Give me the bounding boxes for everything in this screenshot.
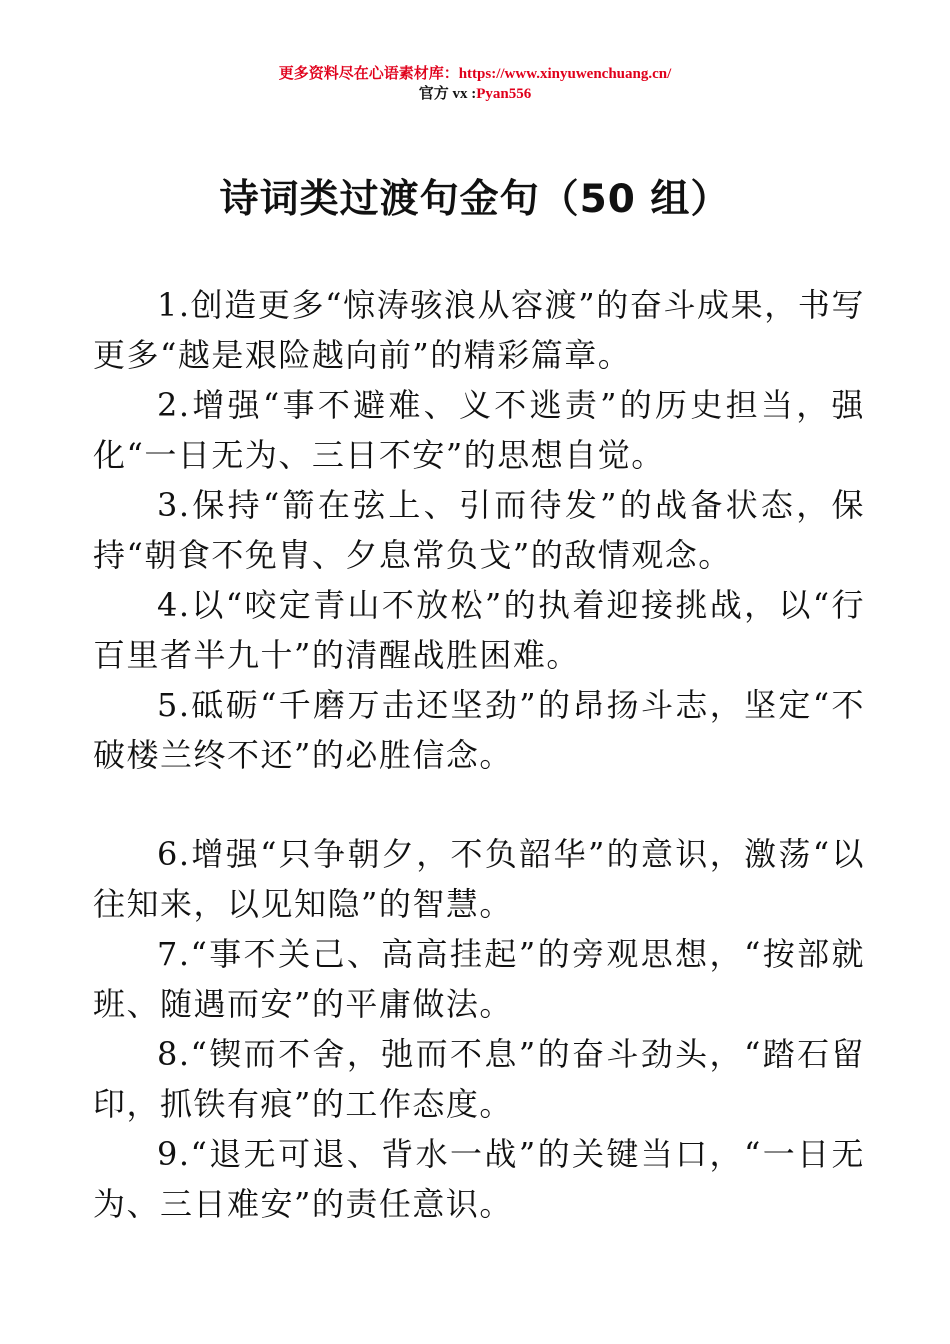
list-item: 7.“事不关己、高高挂起”的旁观思想，“按部就班、随遇而安”的平庸做法。 [93,935,865,1023]
list-item: 6.增强“只争朝夕，不负韶华”的意识，激荡“以往知来，以见知隐”的智慧。 [93,835,865,923]
source-line [0,64,950,84]
list-item: 2.增强“事不避难、义不逃责”的历史担当，强化“一日无为、三日不安”的思想自觉。 [93,386,865,474]
list-item: 9.“退无可退、背水一战”的关键当口，“一日无为、三日难安”的责任意识。 [93,1135,865,1223]
list-item: 1.创造更多“惊涛骇浪从容渡”的奋斗成果，书写更多“越是艰险越向前”的精彩篇章。 [93,286,865,374]
contact-label: 官方 vx : [418,86,477,102]
section-gap [93,780,865,829]
source-label: 更多资料尽在心语素材库： [278,66,459,82]
list-item: 8.“锲而不舍，弛而不息”的奋斗劲头，“踏石留印，抓铁有痕”的工作态度。 [93,1035,865,1123]
contact-id: Pyan556 [476,86,532,102]
list-item: 3.保持“箭在弦上、引而待发”的战备状态，保持“朝食不免胄、夕息常负戈”的敌情观念。 [93,486,865,574]
source-header [0,64,950,104]
list-item: 4.以“咬定青山不放松”的执着迎接挑战，以“行百里者半九十”的清醒战胜困难。 [93,586,865,674]
document-title: 诗词类过渡句金句（50 组） [219,177,731,222]
document-body [93,280,865,1229]
list-item: 5.砥砺“千磨万击还坚劲”的昂扬斗志，坚定“不破楼兰终不还”的必胜信念。 [93,686,865,774]
contact-line [0,84,950,104]
source-url-link[interactable]: https://www.xinyuwenchuang.cn/ [458,66,672,82]
